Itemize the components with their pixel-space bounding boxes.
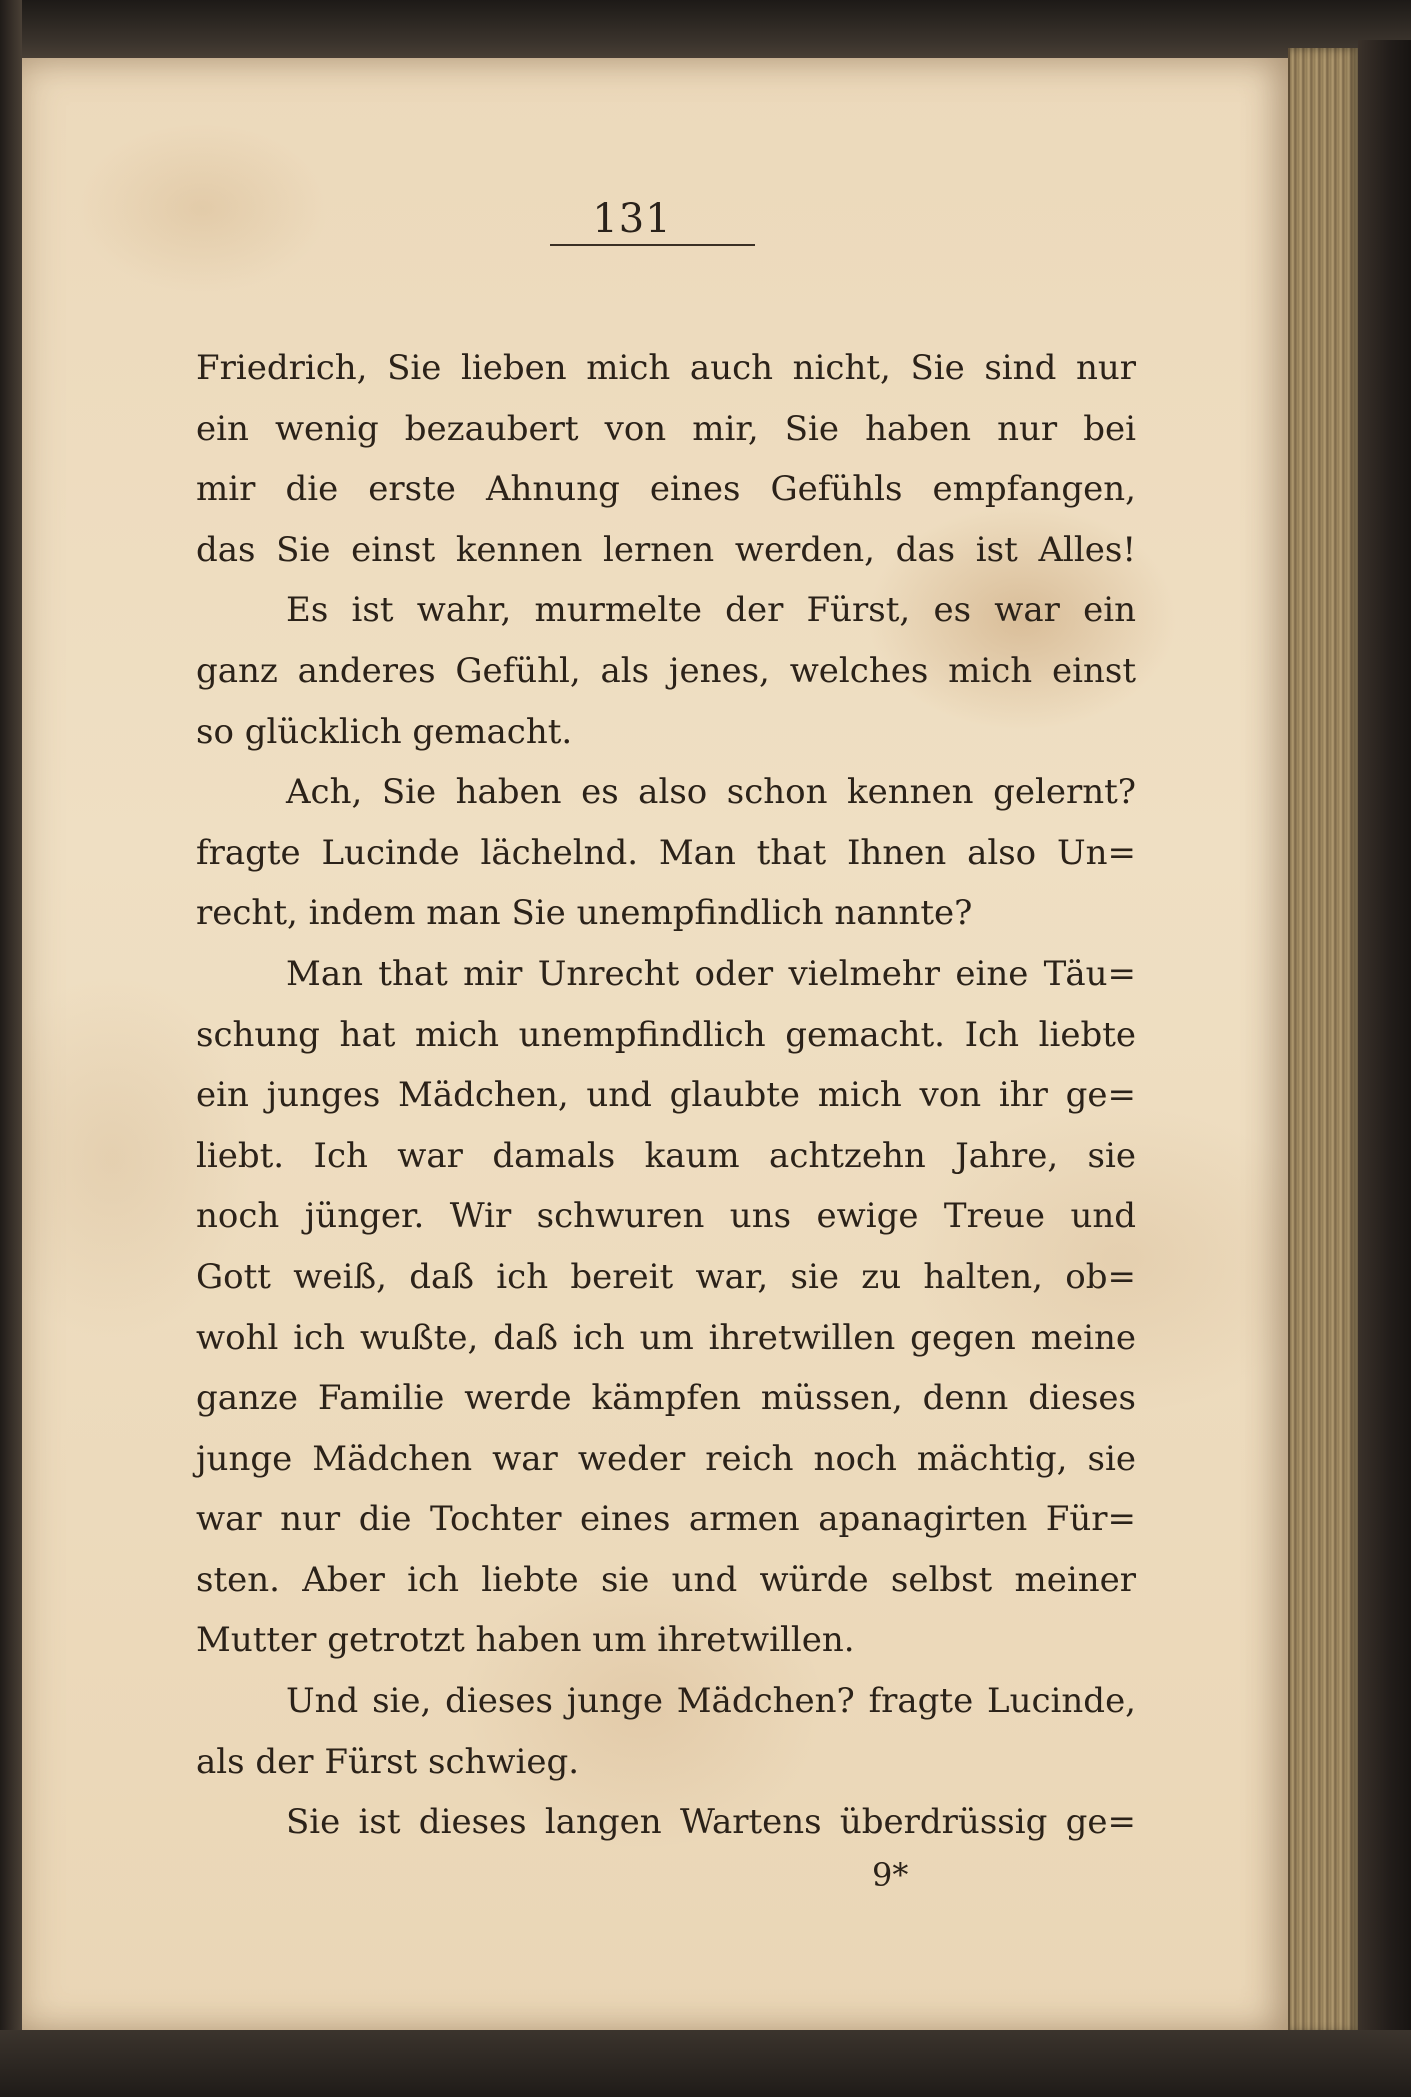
text-line: Gott weiß, daß ich bereit war, sie zu halten, ob= [196,1256,1136,1297]
text-line: war nur die Tochter eines armen apanagirten Für= [196,1499,1136,1540]
body-text [196,338,1136,1853]
text-line: Friedrich, Sie lieben mich auch nicht, Sie sind nur [196,348,1136,388]
text-line: Man that mir Unrecht oder vielmehr eine Täu= [286,953,1136,994]
page-number: 131 [592,196,672,242]
text-line: Es ist wahr, murmelte der Fürst, es war ein [286,590,1136,631]
text-line: als der Fürst schwieg. [196,1741,580,1782]
book-cover-left [0,0,22,2097]
text-line: Ach, Sie haben es also schon kennen gelernt? [286,772,1136,813]
text-line: das Sie einst kennen lernen werden, das ist Alles! [196,529,1136,570]
header-rule [550,244,755,246]
text-line: recht, indem man Sie unempfindlich nannte? [196,893,973,934]
text-line: ganz anderes Gefühl, als jenes, welches mich einst [196,650,1136,691]
text-line: ein wenig bezaubert von mir, Sie haben nur bei [196,408,1136,449]
book-page [22,58,1290,2033]
text-line: Und sie, dieses junge Mädchen? fragte Lucinde, [286,1681,1136,1722]
page-edges [1288,48,1360,2033]
book-cover-top [0,0,1411,60]
book-cover-bottom [0,2030,1411,2097]
text-line: schung hat mich unempfindlich gemacht. Ich liebte [196,1014,1136,1055]
book-cover-right [1358,40,1411,2040]
text-line: Mutter getrotzt haben um ihretwillen. [196,1620,855,1661]
text-line: ein junges Mädchen, und glaubte mich von ihr ge= [196,1075,1136,1116]
text-line: junge Mädchen war weder reich noch mächtig, sie [196,1438,1136,1479]
text-line: so glücklich gemacht. [196,711,573,752]
signature-mark: 9* [872,1856,909,1894]
text-line: sten. Aber ich liebte sie und würde selbst meiner [196,1559,1136,1600]
text-line: Sie ist dieses langen Wartens überdrüssig ge= [286,1802,1136,1843]
text-line: ganze Familie werde kämpfen müssen, denn dieses [196,1378,1136,1419]
text-line: fragte Lucinde lächelnd. Man that Ihnen also Un= [196,832,1136,873]
text-line: noch jünger. Wir schwuren uns ewige Treue und [196,1196,1136,1237]
text-line: liebt. Ich war damals kaum achtzehn Jahre, sie [196,1135,1136,1176]
text-line: mir die erste Ahnung eines Gefühls empfangen, [196,469,1136,510]
text-line: wohl ich wußte, daß ich um ihretwillen gegen meine [196,1317,1136,1358]
